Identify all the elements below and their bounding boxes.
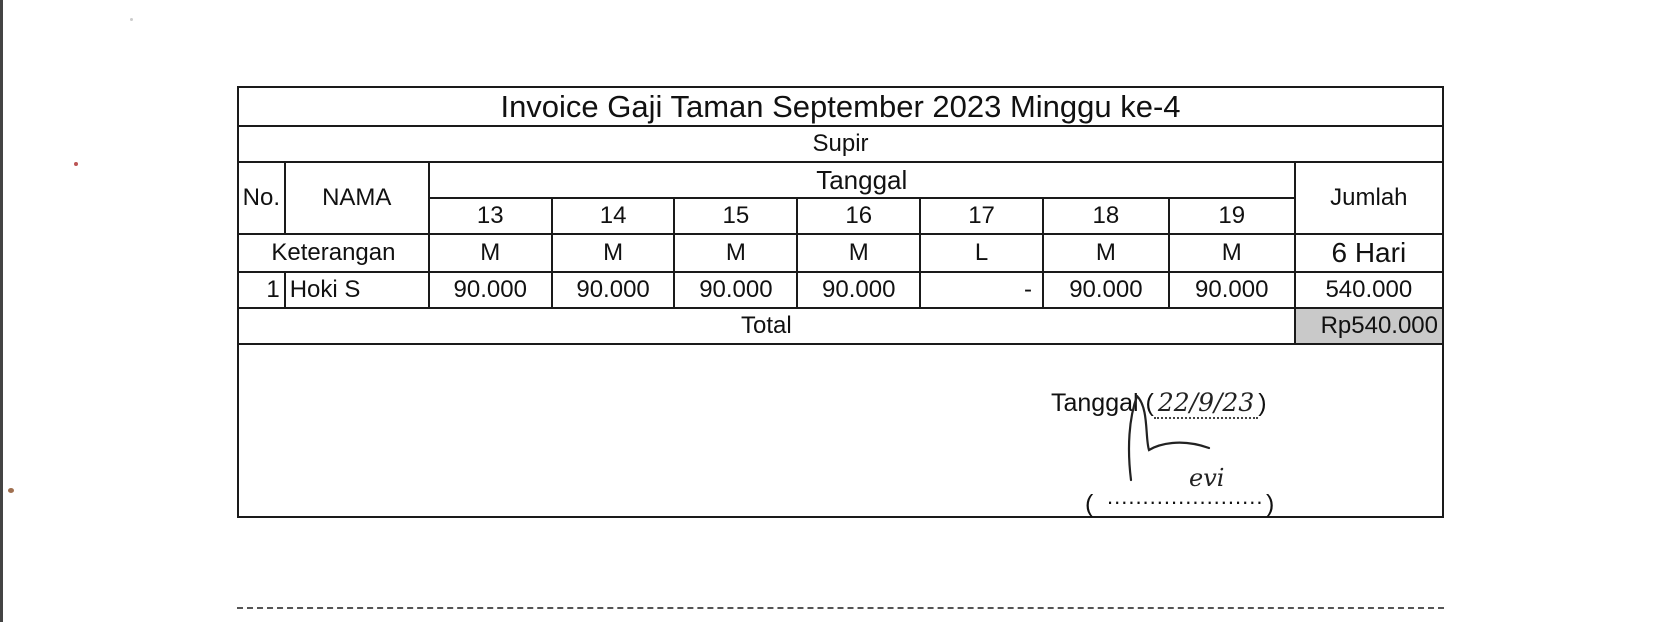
keterangan-code: M [1169,234,1295,272]
signature-date-handwritten: 22/9/23 [1154,388,1258,419]
scan-speck [8,488,14,493]
header-jumlah: Jumlah [1295,162,1443,234]
row-value: 90.000 [552,272,675,308]
date-cell: 17 [920,198,1043,234]
row-value: 90.000 [1043,272,1169,308]
row-nama: Hoki S [285,272,429,308]
row-value: 90.000 [1169,272,1295,308]
header-tanggal: Tanggal [429,162,1295,198]
invoice-sheet [237,86,1444,518]
row-jumlah: 540.000 [1295,272,1443,308]
scan-left-edge [0,0,3,622]
header-nama: NAMA [285,162,429,234]
signature-name-handwritten: evi [1189,464,1225,492]
keterangan-code: M [552,234,675,272]
page-footer-dashed-line [237,607,1444,609]
keterangan-label: Keterangan [238,234,429,272]
keterangan-code: M [674,234,797,272]
signature-line: ...................... [1107,484,1264,509]
keterangan-total: 6 Hari [1295,234,1443,272]
keterangan-code: M [1043,234,1169,272]
date-cell: 13 [429,198,552,234]
invoice-table [237,86,1444,345]
invoice-title: Invoice Gaji Taman September 2023 Minggu ke-4 [238,87,1443,126]
scan-speck [74,162,78,166]
total-label: Total [238,308,1295,344]
row-value: 90.000 [797,272,920,308]
row-value: 90.000 [674,272,797,308]
date-cell: 18 [1043,198,1169,234]
date-cell: 19 [1169,198,1295,234]
signature-paren-left: ( [1085,490,1094,518]
signature-paren-right: ) [1266,490,1275,518]
row-value: - [920,272,1043,308]
invoice-subtitle: Supir [238,126,1443,162]
keterangan-code: M [429,234,552,272]
signature-date-label: Tanggal [1051,389,1139,417]
row-value: 90.000 [429,272,552,308]
date-cell: 14 [552,198,675,234]
row-no: 1 [238,272,285,308]
total-value: Rp540.000 [1295,308,1443,344]
keterangan-code: M [797,234,920,272]
table-row [238,272,1443,308]
date-cell: 15 [674,198,797,234]
header-no: No. [238,162,285,234]
date-cell: 16 [797,198,920,234]
scan-speck [130,18,133,21]
signature-date: Tanggal ( 22/9/23 ) [1051,388,1267,417]
keterangan-code: L [920,234,1043,272]
